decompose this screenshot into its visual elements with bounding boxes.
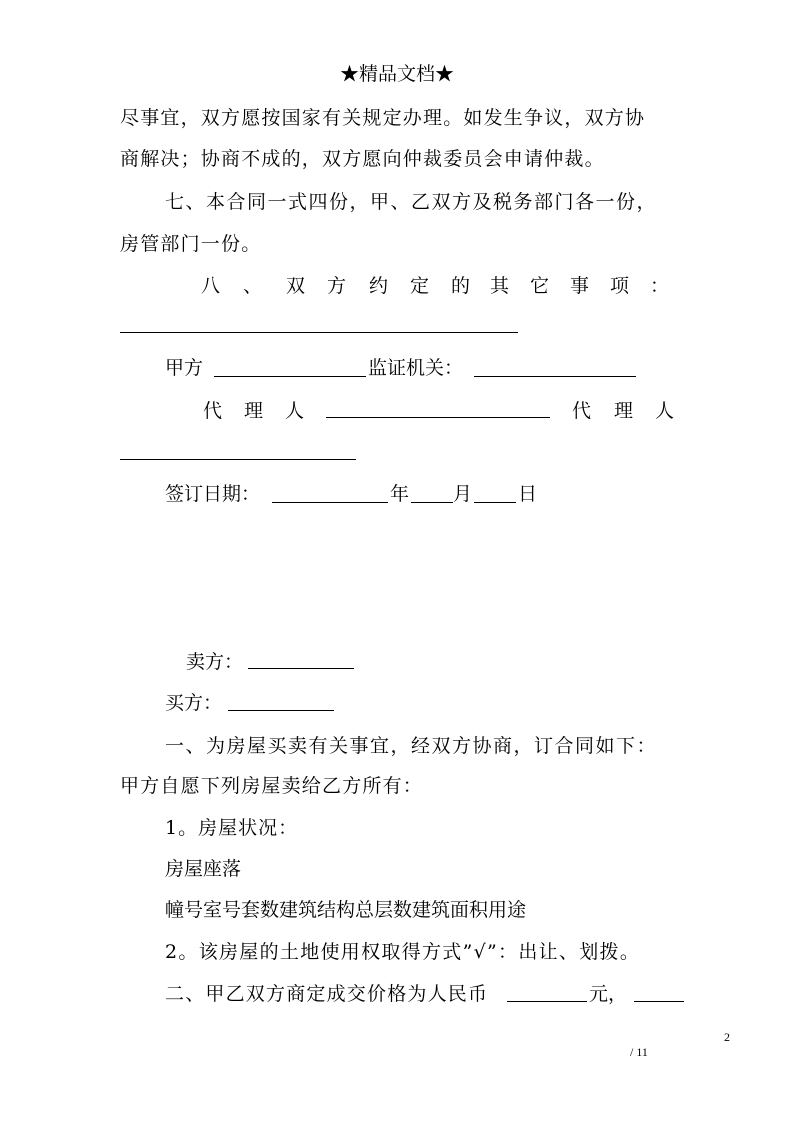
heading-char: 、 [243, 275, 263, 297]
agent-blank [326, 417, 550, 418]
month-label: 月 [453, 483, 473, 505]
buyer-label: 买方： [165, 692, 223, 714]
heading-char: ： [650, 275, 670, 297]
paragraph-line: 2。该房屋的土地使用权取得方式”√”：出让、划拨。 [165, 941, 641, 963]
day-label: 日 [518, 483, 538, 505]
agent2-char: 人 [655, 400, 675, 422]
heading-char: 事 [570, 275, 590, 297]
price-blank [507, 1001, 587, 1002]
heading-char: 的 [451, 275, 471, 297]
paragraph-line: 尽事宜，双方愿按国家有关规定办理。如发生争议，双方协 [120, 107, 646, 129]
heading-char: 其 [490, 275, 510, 297]
paragraph-line: 幢号室号套数建筑结构总层数建筑面积用途 [165, 899, 527, 921]
paragraph-line: 甲方自愿下列房屋卖给乙方所有： [120, 775, 424, 797]
heading-char: 八 [201, 275, 221, 297]
month-blank [411, 502, 453, 503]
heading-char: 定 [410, 275, 430, 297]
party-a-blank [214, 376, 366, 377]
paragraph-line: 一、为房屋买卖有关事宜，经双方协商，订合同如下： [165, 735, 658, 757]
heading-char: 方 [327, 275, 347, 297]
agent-char: 人 [285, 400, 305, 422]
blank-underline [120, 332, 518, 333]
supervisor-label: 监证机关： [368, 357, 464, 379]
sign-date-label: 签订日期： [165, 483, 261, 505]
paragraph-line: 房管部门一份。 [120, 233, 262, 255]
agent2-blank [120, 459, 356, 460]
page-total: / 11 [630, 1045, 648, 1059]
paragraph-line: 元， [589, 983, 628, 1005]
heading-char: 它 [530, 275, 550, 297]
agent2-char: 理 [614, 400, 634, 422]
agent-char: 代 [203, 400, 223, 422]
paragraph-line: 房屋座落 [165, 858, 242, 880]
year-blank [272, 502, 388, 503]
heading-char: 项 [610, 275, 630, 297]
paragraph-line: 1。房屋状况： [165, 817, 299, 839]
price-blank-2 [634, 1001, 684, 1002]
day-blank [474, 502, 516, 503]
paragraph-line: 七、本合同一式四份，甲、乙双方及税务部门各一份， [165, 191, 658, 213]
supervisor-blank [474, 376, 636, 377]
heading-char: 约 [369, 275, 389, 297]
paragraph-line: 商解决；协商不成的，双方愿向仲裁委员会申请仲裁。 [120, 148, 605, 170]
year-label: 年 [390, 483, 410, 505]
agent2-char: 代 [572, 400, 592, 422]
agent-char: 理 [244, 400, 264, 422]
seller-label: 卖方： [186, 651, 244, 673]
party-a-label: 甲方 [165, 357, 204, 379]
page-number: 2 [724, 1030, 730, 1044]
paragraph-line: 二、甲乙双方商定成交价格为人民币 [165, 983, 489, 1005]
buyer-blank [228, 710, 334, 711]
heading-char: 双 [286, 275, 306, 297]
header-title: ★精品文档★ [339, 63, 454, 85]
seller-blank [248, 668, 354, 669]
